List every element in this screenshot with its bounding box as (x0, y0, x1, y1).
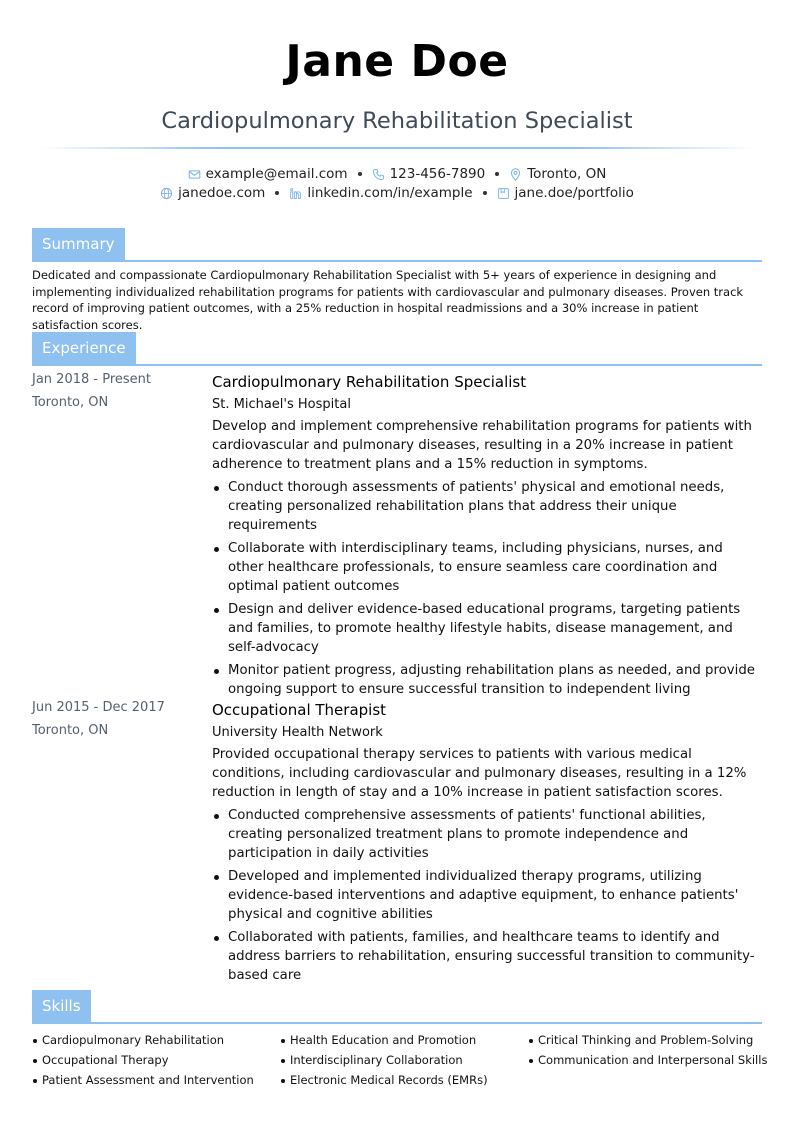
skill-text: Cardiopulmonary Rehabilitation (42, 1033, 225, 1047)
job-organization: St. Michael's Hospital (212, 397, 351, 412)
skills-column (280, 1030, 528, 1090)
bullet-dot (529, 1039, 533, 1043)
skill-item (32, 1030, 280, 1050)
phone-text: 123-456-7890 (389, 166, 486, 182)
bullet-text: Design and deliver evidence-based educational programs, targeting patients and families, to promote healthy lifestyle habits, disease management, and self-advocacy (228, 602, 741, 655)
bullet-text: Developed and implemented individualized therapy programs, utilizing evidence-based interventions and adaptive equipment, to enhance patients' physical and cognitive abilities (228, 869, 739, 922)
job-location: Toronto, ON (32, 395, 109, 410)
bullet-dot (214, 669, 219, 674)
job-organization: University Health Network (212, 725, 383, 740)
bullet-dot (214, 875, 219, 880)
list-item (212, 600, 762, 657)
contact-website[interactable] (160, 185, 265, 201)
list-item (212, 661, 762, 699)
linkedin-icon (289, 187, 302, 200)
skill-item (528, 1050, 768, 1070)
experience-heading: Experience (32, 332, 136, 364)
list-item (212, 867, 762, 924)
separator-dot (275, 191, 279, 195)
job-location: Toronto, ON (32, 723, 109, 738)
bullet-dot (214, 486, 219, 491)
skills-column (528, 1030, 768, 1090)
contact-portfolio[interactable] (497, 185, 634, 201)
bullet-dot (214, 608, 219, 613)
skill-item (280, 1070, 528, 1090)
bullet-text: Collaborated with patients, families, and healthcare teams to identify and address barriers to rehabilitation, ensuring successful transition to community-based care (228, 930, 755, 983)
job-bullets (212, 478, 762, 699)
linkedin-text: linkedin.com/in/example (307, 185, 473, 201)
bullet-dot (33, 1079, 37, 1083)
envelope-icon (188, 168, 201, 181)
summary-text: Dedicated and compassionate Cardiopulmonary Rehabilitation Specialist with 5+ years of experience in designing and implementing individualized rehabilitation programs for patients with cardiovascular and pulmonary diseases. Proven track record of improving patient outcomes, with a 25% reduction in hospital readmissions and a 30% increase in patient satisfaction scores. (32, 268, 744, 332)
contact-row-primary (0, 166, 794, 182)
list-item (212, 539, 762, 596)
contact-linkedin[interactable] (289, 185, 472, 201)
portfolio-text: jane.doe/portfolio (514, 185, 634, 201)
skill-text: Health Education and Promotion (290, 1033, 477, 1047)
bullet-dot (214, 814, 219, 819)
skill-item (32, 1050, 280, 1070)
bullet-text: Conducted comprehensive assessments of patients' functional abilities, creating personalized treatment plans to promote independence and participation in daily activities (228, 808, 706, 861)
website-text: janedoe.com (178, 185, 266, 201)
bullet-dot (529, 1059, 533, 1063)
job-description: Provided occupational therapy services to patients with various medical conditions, including cardiovascular and pulmonary diseases, resulting in a 12% reduction in length of stay and a 10% increase in patient satisfaction scores. (212, 747, 747, 800)
bullet-dot (281, 1039, 285, 1043)
bullet-dot (214, 547, 219, 552)
contact-phone[interactable] (372, 166, 486, 182)
skill-text: Communication and Interpersonal Skills (538, 1053, 768, 1067)
skill-item (528, 1030, 762, 1050)
bullet-text: Collaborate with interdisciplinary teams, including physicians, nurses, and other healthcare professionals, to ensure seamless care coordination and optimal patient outcomes (228, 541, 723, 594)
summary-section-header (32, 228, 762, 262)
separator-dot (358, 172, 362, 176)
job-description: Develop and implement comprehensive rehabilitation programs for patients with cardiovascular and pulmonary diseases, resulting in a 20% increase in patient adherence to treatment plans and a 15% reduction in symptoms. (212, 419, 752, 472)
job-dates: Jan 2018 - Present (32, 372, 151, 387)
bullet-text: Monitor patient progress, adjusting rehabilitation plans as needed, and provide ongoing support to ensure successful transition to independent living (228, 663, 755, 697)
summary-heading: Summary (32, 228, 125, 260)
location-text: Toronto, ON (527, 166, 607, 182)
bullet-dot (281, 1079, 285, 1083)
separator-dot (483, 191, 487, 195)
job-role: Occupational Therapist (212, 701, 387, 719)
bullet-dot (214, 936, 219, 941)
skill-text: Interdisciplinary Collaboration (290, 1053, 463, 1067)
skill-item (32, 1070, 280, 1090)
list-item (212, 478, 762, 535)
bullet-dot (33, 1039, 37, 1043)
skills-grid (32, 1030, 768, 1090)
job-details (212, 700, 762, 989)
skill-text: Patient Assessment and Intervention (42, 1073, 254, 1087)
list-item (212, 806, 762, 863)
experience-section-header (32, 332, 762, 366)
email-text: example@email.com (205, 166, 348, 182)
skills-heading: Skills (32, 990, 91, 1022)
phone-icon (372, 168, 385, 181)
list-item (212, 928, 762, 985)
map-pin-icon (509, 168, 522, 181)
skill-text: Occupational Therapy (42, 1053, 169, 1067)
skills-section-header (32, 990, 762, 1024)
portfolio-icon (497, 187, 510, 200)
bullet-text: Conduct thorough assessments of patients' physical and emotional needs, creating personalized rehabilitation plans that address their unique requirements (228, 480, 725, 533)
skills-column (32, 1030, 280, 1090)
job-dates: Jun 2015 - Dec 2017 (32, 700, 165, 715)
job-details (212, 372, 762, 703)
skill-item (280, 1030, 528, 1050)
contact-location (509, 166, 606, 182)
skill-item (280, 1050, 528, 1070)
job-role: Cardiopulmonary Rehabilitation Specialist (212, 373, 527, 391)
candidate-title: Cardiopulmonary Rehabilitation Specialist (161, 108, 633, 134)
skill-text: Electronic Medical Records (EMRs) (290, 1073, 488, 1087)
contact-row-secondary (0, 185, 794, 201)
separator-dot (495, 172, 499, 176)
bullet-dot (33, 1059, 37, 1063)
contact-email[interactable] (188, 166, 348, 182)
title-divider (40, 147, 754, 149)
bullet-dot (281, 1059, 285, 1063)
skill-text: Critical Thinking and Problem-Solving (538, 1033, 754, 1047)
job-bullets (212, 806, 762, 985)
globe-icon (160, 187, 173, 200)
candidate-name: Jane Doe (285, 36, 509, 87)
